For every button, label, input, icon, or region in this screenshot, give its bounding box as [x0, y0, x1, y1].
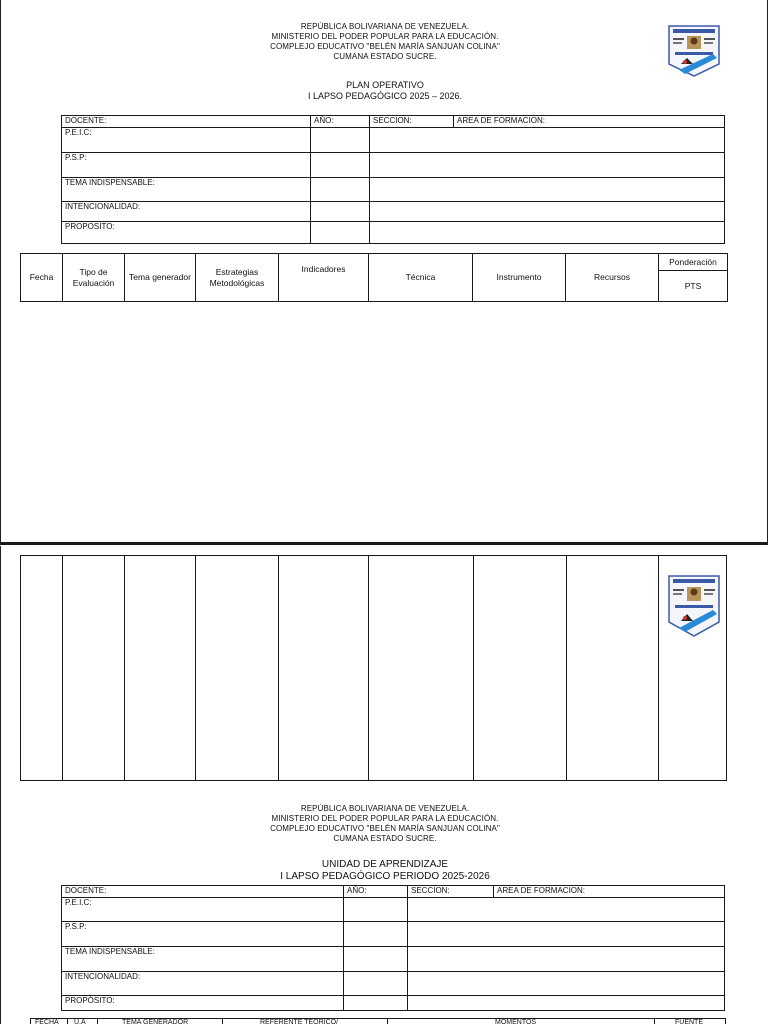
unidad-title: UNIDAD DE APRENDIZAJE: [321, 859, 449, 870]
peic-label: P.E.I.C:: [62, 128, 311, 153]
proposito-cell-ano: [311, 222, 370, 244]
header-line-school: COMPLEJO EDUCATIVO "BELÉN MARÍA SANJUAN COLINA": [270, 42, 500, 51]
plan-title: PLAN OPERATIVO: [346, 80, 424, 90]
grid-line: [725, 1019, 726, 1024]
psp-cell-ano-2: [344, 922, 408, 947]
header-line-school: COMPLEJO EDUCATIVO "BELÉN MARÍA SANJUAN COLINA": [270, 824, 500, 833]
plan-title-block: [1, 80, 768, 101]
col-ponderacion: Ponderación: [659, 254, 728, 271]
psp-cell-value-2: [408, 922, 725, 947]
header-line-ministry: MINISTERIO DEL PODER POPULAR PARA LA EDUCACIÓN.: [271, 32, 499, 41]
grid-line: [387, 1019, 388, 1024]
tema-label: TEMA INDISPENSABLE:: [62, 178, 311, 202]
intencionalidad-label-2: INTENCIONALIDAD:: [62, 972, 344, 996]
seccion-label-2: SECCION:: [408, 886, 494, 898]
intencionalidad-cell-value-2: [408, 972, 725, 996]
seccion-label: SECCION:: [370, 116, 454, 128]
col-momentos: MOMENTOS: [495, 1019, 537, 1024]
col-pts: PTS: [659, 271, 728, 302]
col-recursos: Recursos: [566, 254, 659, 302]
school-logo: [667, 24, 721, 78]
proposito-cell-value-2: [408, 996, 725, 1011]
psp-label-2: P.S.P:: [62, 922, 344, 947]
psp-cell-ano: [311, 153, 370, 178]
header-line-republic: REPÚBLICA BOLIVARIANA DE VENEZUELA.: [300, 804, 470, 813]
intencionalidad-label: INTENCIONALIDAD:: [62, 202, 311, 222]
intencionalidad-cell-ano-2: [344, 972, 408, 996]
area-label-2: AREA DE FORMACION:: [494, 886, 725, 898]
tema-cell-value: [370, 178, 725, 202]
grid-line: [30, 1019, 31, 1024]
ano-label-2: AÑO:: [344, 886, 408, 898]
peic-cell-value-2: [408, 898, 725, 922]
ano-label: AÑO:: [311, 116, 370, 128]
grid-line: [222, 1019, 223, 1024]
grid-line: [473, 556, 474, 780]
tema-label-2: TEMA INDISPENSABLE:: [62, 947, 344, 972]
col-fecha-2: FECHA: [35, 1019, 59, 1024]
grid-line: [62, 556, 63, 780]
col-estrategias: Estrategias Metodológicas: [196, 254, 279, 302]
grid-line: [566, 556, 567, 780]
grid-line: [67, 1019, 68, 1024]
unidad-title-block: [1, 859, 768, 883]
grid-line: [124, 556, 125, 780]
tema-cell-ano: [311, 178, 370, 202]
proposito-label: PROPOSITO:: [62, 222, 311, 244]
grid-line: [654, 1019, 655, 1024]
unidad-columns-strip: [30, 1018, 726, 1024]
docente-label: DOCENTE:: [62, 116, 311, 128]
proposito-cell-ano-2: [344, 996, 408, 1011]
psp-cell-value: [370, 153, 725, 178]
col-instrumento: Instrumento: [473, 254, 566, 302]
grid-line: [278, 556, 279, 780]
psp-label: P.S.P:: [62, 153, 311, 178]
col-indicadores: Indicadores: [279, 254, 369, 302]
plan-columns-table: [20, 253, 728, 302]
unidad-info-table: [61, 885, 725, 1011]
docente-label-2: DOCENTE:: [62, 886, 344, 898]
proposito-label-2: PROPÓSITO:: [62, 996, 344, 1011]
page-separator: [0, 542, 768, 545]
col-ua: U.A: [74, 1019, 86, 1024]
col-tecnica: Técnica: [369, 254, 473, 302]
header-line-city: CUMANA ESTADO SUCRE.: [333, 52, 437, 61]
grid-line: [368, 556, 369, 780]
peic-cell-ano: [311, 128, 370, 153]
col-referente: REFERENTE TEORICO/: [260, 1019, 339, 1024]
tema-cell-ano-2: [344, 947, 408, 972]
institution-header-2: [1, 804, 768, 844]
grid-line: [97, 1019, 98, 1024]
plan-info-table: [61, 115, 725, 244]
col-fecha: Fecha: [21, 254, 63, 302]
peic-cell-value: [370, 128, 725, 153]
peic-cell-ano-2: [344, 898, 408, 922]
header-line-city: CUMANA ESTADO SUCRE.: [333, 834, 437, 843]
col-fuente: FUENTE: [675, 1019, 703, 1024]
tema-cell-value-2: [408, 947, 725, 972]
peic-label-2: P.E.I.C:: [62, 898, 344, 922]
intencionalidad-cell-ano: [311, 202, 370, 222]
document-page-2: [0, 546, 768, 1024]
col-tema-generador: Tema generador: [125, 254, 196, 302]
area-label: AREA DE FORMACION:: [454, 116, 725, 128]
grid-line: [195, 556, 196, 780]
intencionalidad-cell-value: [370, 202, 725, 222]
plan-body-grid: [20, 555, 727, 781]
plan-subtitle: I LAPSO PEDAGÓGICO 2025 – 2026.: [307, 90, 463, 101]
proposito-cell-value: [370, 222, 725, 244]
header-line-republic: REPÚBLICA BOLIVARIANA DE VENEZUELA.: [300, 22, 470, 31]
col-tipo-evaluacion: Tipo de Evaluación: [63, 254, 125, 302]
school-logo-2: [667, 574, 721, 628]
grid-line: [658, 556, 659, 780]
unidad-subtitle: I LAPSO PEDAGÓGICO PERIODO 2025-2026: [280, 871, 490, 882]
institution-header: [1, 22, 768, 62]
header-line-ministry: MINISTERIO DEL PODER POPULAR PARA LA EDUCACIÓN.: [271, 814, 499, 823]
col-tema-generador-2: TEMA GENERADOR: [122, 1019, 189, 1024]
